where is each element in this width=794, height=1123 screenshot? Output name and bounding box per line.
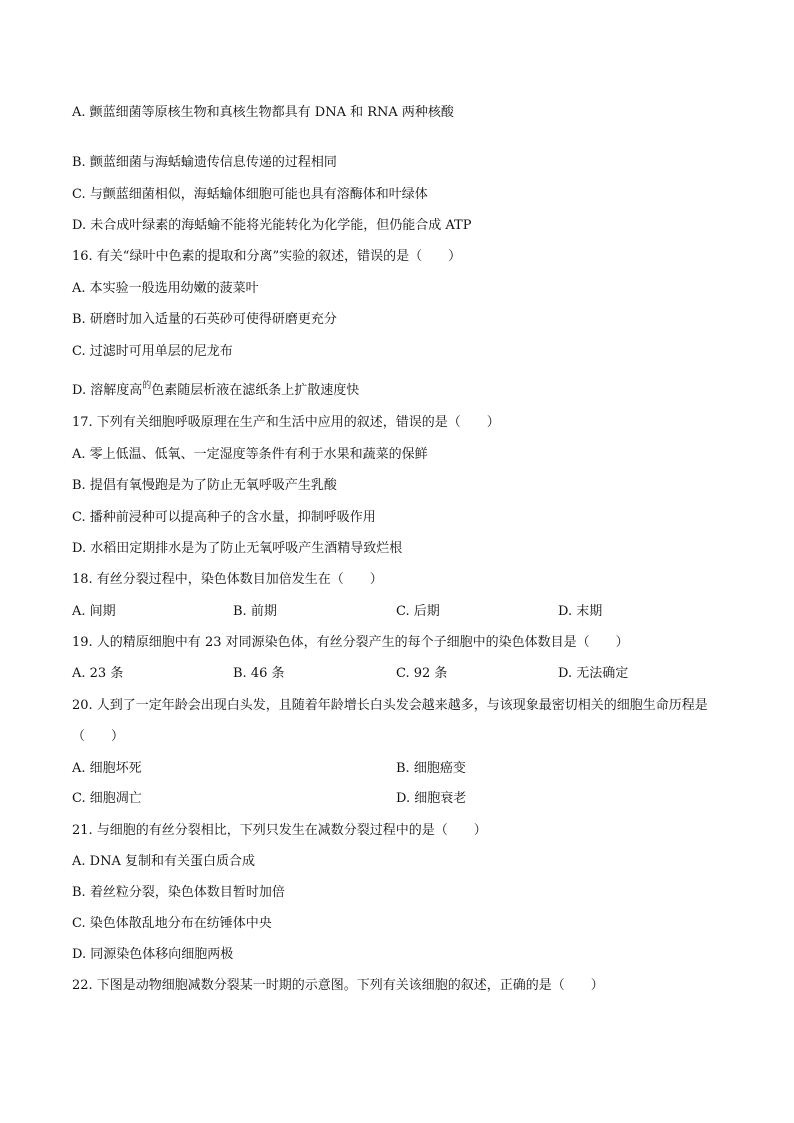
- q21-stem: 21. 与细胞的有丝分裂相比，下列只发生在减数分裂过程中的是（ ）: [72, 823, 487, 838]
- q16-stem: 16. 有关“绿叶中色素的提取和分离”实验的叙述，错误的是（ ）: [72, 249, 462, 264]
- q18-stem: 18. 有丝分裂过程中，染色体数目加倍发生在（ ）: [72, 572, 383, 587]
- q19-option-d[interactable]: D. 无法确定: [558, 666, 629, 681]
- q22-stem: 22. 下图是动物细胞减数分裂某一时期的示意图。下列有关该细胞的叙述，正确的是（ ）: [72, 978, 604, 993]
- q20-option-c[interactable]: C. 细胞凋亡: [72, 791, 142, 806]
- q20-options-row-1: [0, 760, 794, 778]
- q18-options-row: [0, 603, 794, 621]
- q15-option-c[interactable]: C. 与颤蓝细菌相似，海蛞蝓体细胞可能也具有溶酶体和叶绿体: [72, 187, 428, 202]
- q19-option-c[interactable]: C. 92 条: [396, 666, 448, 681]
- q18-option-c[interactable]: C. 后期: [396, 604, 440, 619]
- q16-option-b[interactable]: B. 研磨时加入适量的石英砂可使得研磨更充分: [72, 312, 337, 327]
- q19-option-a[interactable]: A. 23 条: [72, 666, 124, 681]
- q17-stem: 17. 下列有关细胞呼吸原理在生产和生活中应用的叙述，错误的是（ ）: [72, 415, 500, 430]
- q20-stem: 20. 人到了一定年龄会出现白头发，且随着年龄增长白头发会越来越多，与该现象最密切相关的细胞生命历程是（ ）: [72, 698, 708, 744]
- q18-option-b[interactable]: B. 前期: [233, 604, 277, 619]
- q16-option-d-text-1: D. 溶解度高: [72, 383, 143, 398]
- q21-option-d[interactable]: D. 同源染色体移向细胞两极: [72, 947, 234, 962]
- q16-option-d-text-2: 色素随层析液在滤纸条上扩散速度快: [151, 383, 360, 398]
- q17-option-b[interactable]: B. 提倡有氧慢跑是为了防止无氧呼吸产生乳酸: [72, 478, 337, 493]
- q20-options-row-2: [0, 790, 794, 808]
- q20-option-b[interactable]: B. 细胞癌变: [396, 761, 466, 776]
- q17-option-c[interactable]: C. 播种前浸种可以提高种子的含水量，抑制呼吸作用: [72, 510, 376, 525]
- q19-options-row: [0, 665, 794, 683]
- q16-option-d[interactable]: [72, 382, 359, 401]
- q15-option-d[interactable]: D. 未合成叶绿素的海蛞蝓不能将光能转化为化学能，但仍能合成 ATP: [72, 218, 472, 233]
- q15-option-a[interactable]: A. 颤蓝细菌等原核生物和真核生物都具有 DNA 和 RNA 两种核酸: [72, 105, 454, 120]
- q16-option-c[interactable]: C. 过滤时可用单层的尼龙布: [72, 344, 233, 359]
- q18-option-a[interactable]: A. 间期: [72, 604, 116, 619]
- q16-option-a[interactable]: A. 本实验一般选用幼嫩的菠菜叶: [72, 281, 259, 296]
- q21-option-b[interactable]: B. 着丝粒分裂，染色体数目暂时加倍: [72, 885, 285, 900]
- q17-option-a[interactable]: A. 零上低温、低氧、一定湿度等条件有利于水果和蔬菜的保鲜: [72, 447, 428, 462]
- q21-option-c[interactable]: C. 染色体散乱地分布在纺锤体中央: [72, 916, 272, 931]
- q16-option-d-sup: 的: [142, 381, 152, 391]
- q19-option-b[interactable]: B. 46 条: [233, 666, 285, 681]
- q20-option-a[interactable]: A. 细胞坏死: [72, 761, 142, 776]
- q17-option-d[interactable]: D. 水稻田定期排水是为了防止无氧呼吸产生酒精导致烂根: [72, 541, 403, 556]
- q21-option-a[interactable]: A. DNA 复制和有关蛋白质合成: [72, 854, 255, 869]
- q18-option-d[interactable]: D. 末期: [558, 604, 603, 619]
- q20-option-d[interactable]: D. 细胞衰老: [396, 791, 467, 806]
- q19-stem: 19. 人的精原细胞中有 23 对同源染色体，有丝分裂产生的每个子细胞中的染色体数目是（ ）: [72, 635, 629, 650]
- q15-option-b[interactable]: B. 颤蓝细菌与海蛞蝓遗传信息传递的过程相同: [72, 155, 337, 170]
